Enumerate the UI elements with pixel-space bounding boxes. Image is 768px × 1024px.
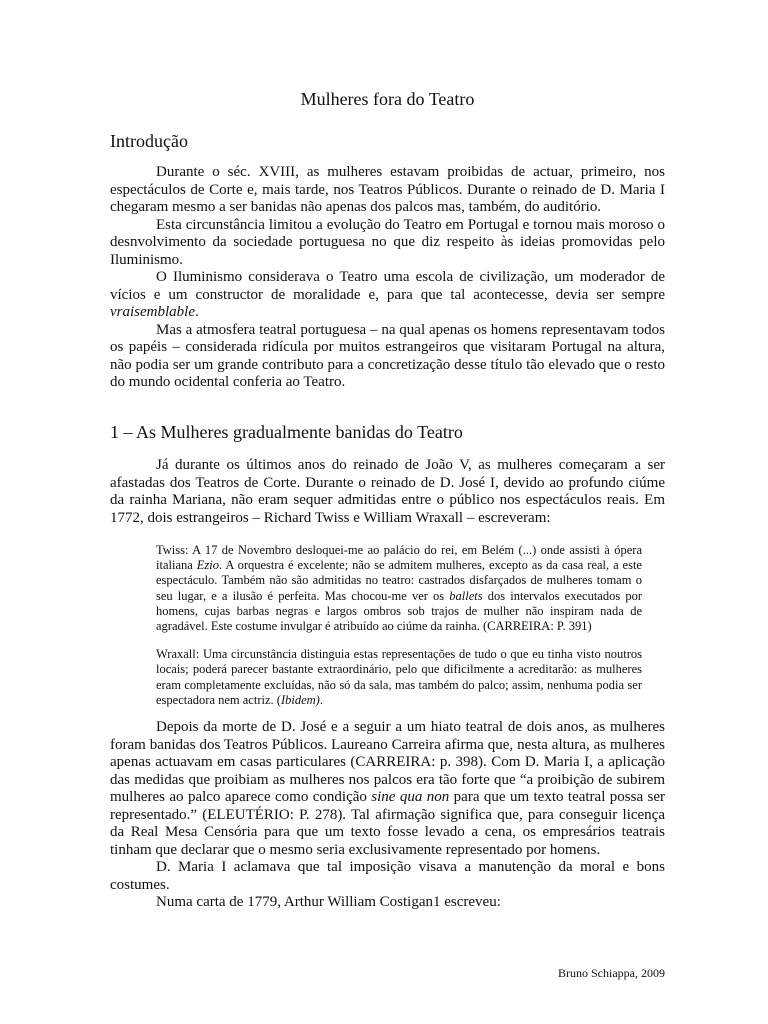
heading-section-1: 1 – As Mulheres gradualmente banidas do Teatro bbox=[110, 422, 463, 442]
after-paragraph-2: D. Maria I aclamava que tal imposição visava a manutenção da moral e bons costumes. bbox=[110, 859, 665, 893]
block-quotes bbox=[156, 543, 642, 721]
intro-paragraph-4: Mas a atmosfera teatral portuguesa – na qual apenas os homens representavam todos os papéis – considerada ridícula por muitos estrangeiros que visitaram Portugal na altura, não podia ser um grande contributo para a concretização desse título tão elevado que o resto do mundo ocidental conferia ao Teatro. bbox=[110, 321, 665, 390]
document-page bbox=[110, 0, 665, 1024]
section1-body bbox=[110, 457, 665, 527]
quote-wraxall: Wraxall: Uma circunstância distinguia estas representações de tudo o que eu tinha visto noutros locais; poderá parecer bastante extraordinário, pelo que dificilmente a acreditarão: as mulheres eram completamente excluídas, não só da sala, mas também do palco; assim, nenhuma podia ser espectadora nem actriz. (Ibidem). bbox=[156, 647, 642, 707]
intro-section bbox=[110, 164, 665, 392]
section1-continued bbox=[110, 719, 665, 912]
section1-paragraph-1: Já durante os últimos anos do reinado de João V, as mulheres começaram a ser afastadas dos Teatros de Corte. Durante o reinado de D. José I, devido ao profundo ciúme da rainha Mariana, não eram sequer admitidas entre o público nos espectáculos reais. Em 1772, dois estrangeiros – Richard Twiss e William Wraxall – escreveram: bbox=[110, 457, 665, 526]
document-title: Mulheres fora do Teatro bbox=[300, 89, 475, 109]
intro-paragraph-1: Durante o séc. XVIII, as mulheres estavam proibidas de actuar, primeiro, nos espectáculos de Corte e, mais tarde, nos Teatros Públicos. Durante o reinado de D. Maria I chegaram mesmo a ser banidas não apenas dos palcos mas, também, do auditório. bbox=[110, 164, 665, 215]
quote-twiss: Twiss: A 17 de Novembro desloquei-me ao palácio do rei, em Belém (...) onde assisti à ópera italiana Ezio. A orquestra é excelente; não se admitem mulheres, excepto as da casa real, a este espectáculo. Também não são admitidas no teatro: castrados disfarçados de mulheres tomam o seu lugar, e a ilusão é perfeita. Mas chocou-me ver os ballets dos intervalos executados por homens, cujas barbas negras e largos ombros sob trajos de mulher não inspiram nada de agradável. Este costume invulgar é atribuído ao ciúme da rainha. (CARREIRA: P. 391) bbox=[156, 543, 642, 634]
after-paragraph-3: Numa carta de 1779, Arthur William Costigan1 escreveu: bbox=[156, 894, 501, 910]
heading-introducao: Introdução bbox=[110, 131, 188, 151]
footer-author: Bruno Schiappa, 2009 bbox=[558, 966, 665, 980]
intro-paragraph-2: Esta circunstância limitou a evolução do Teatro em Portugal e tornou mais moroso o desnvolvimento da sociedade portuguesa no que diz respeito às ideias promovidas pelo Iluminismo. bbox=[110, 216, 665, 268]
intro-paragraph-3: O Iluminismo considerava o Teatro uma escola de civilização, um moderador de vícios e um constructor de moralidade e, para que tal acontecesse, devia ser sempre vraisemblable. bbox=[110, 269, 665, 320]
after-paragraph-1: Depois da morte de D. José e a seguir a um hiato teatral de dois anos, as mulheres foram banidas dos Teatros Públicos. Laureano Carreira afirma que, nesta altura, as mulheres apenas actuavam em casas particulares (CARREIRA: p. 398). Com D. Maria I, a aplicação das medidas que proibiam as mulheres nos palcos era tão forte que “a proibição de subirem mulheres ao palco aparece como condição sine qua non para que um texto teatral possa ser representado.” (ELEUTÉRIO: P. 278). Tal afirmação significa que, para conseguir licença da Real Mesa Censória para que um texto fosse levado a cena, os empresários teatrais tinham que declarar que o mesmo seria exclusivamente representado por homens. bbox=[110, 719, 666, 858]
